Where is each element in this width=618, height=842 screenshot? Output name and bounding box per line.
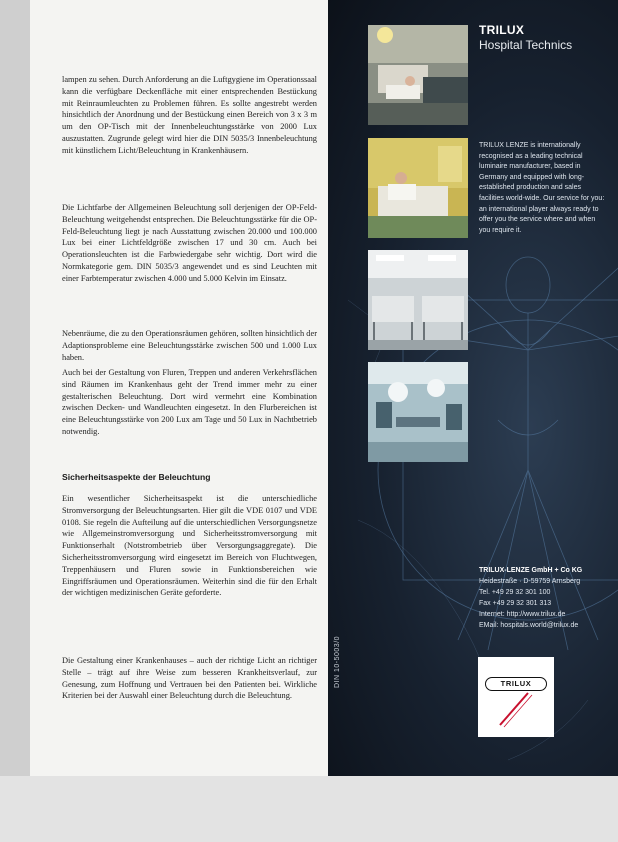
company-name: TRILUX-LENZE GmbH + Co KG bbox=[479, 567, 583, 574]
scan-background bbox=[0, 776, 618, 842]
company-fax: Fax +49 29 32 301 313 bbox=[479, 600, 552, 607]
article-paragraph-2: Die Lichtfarbe der Allgemeinen Beleuchtung soll derjenigen der OP-Feld-Beleuchtung weitgehendst entsprechen. Die Beleuchtungsstärke für die OP-Feld-Beleuchtung liegt je nach Ausstattung zwischen 20.000 und 100.000 Lux bei einer Lichtfeldgröße zwischen 17 und 30 cm. Auch bei Operationsleuchten ist die Farbwiedergabe sehr wichtig. Dort wird die Normkategorie gem. DIN 5035/3 angewendet und es sind Leuchten mit einer Farbtemperatur zwischen 4.000 und 5.000 Kelvin im Einsatz. bbox=[62, 203, 317, 283]
brand-panel bbox=[328, 0, 618, 776]
section-paragraph-1: Ein wesentlicher Sicherheitsaspekt ist die unterschiedliche Stromversorgung der Beleuchtungsarten. Hier gilt die VDE 0107 und VDE 0108. Sie regeln die Aufteilung auf die unterschiedlichen Versorgungsnetze wie Allgemeinstromversorgung und Sicherheitsstromversorgung mit Funktionserhalt (Notstrombetrieb über Versorgungsaggregate). Die Sicherheitsstromversorgung wird eingesetzt im Bereich von Fluchtwegen, Treppenhäusern und Fluren sowie in Funktionsbereichen wie Eingriffsräumen und Operationsräumen. Weiterhin sind die für den Erhalt der wichtigen medizinischen Geräte geforderte. bbox=[62, 494, 317, 598]
trilux-logo bbox=[478, 657, 554, 737]
company-phone: Tel. +49 29 32 301 100 bbox=[479, 589, 551, 596]
company-address: Heidestraße · D-59759 Arnsberg bbox=[479, 578, 581, 585]
logo-accent-stroke bbox=[478, 657, 554, 737]
catalog-code: DIN 10-5003/0 bbox=[334, 635, 341, 688]
operating-room-photo bbox=[368, 362, 468, 462]
hospital-room-photo-3 bbox=[368, 250, 468, 350]
company-intro: TRILUX LENZE is internationally recognised as a leading technical luminaire manufacturer, based in Germany and equipped with long-established production and sales facilities world-wide. Our service for you: an international player always ready to offer you the service where and when you require it. bbox=[479, 142, 605, 234]
hospital-room-photo-1 bbox=[368, 25, 468, 125]
section-paragraph-2: Die Gestaltung einer Krankenhauses – auch der richtige Licht an richtiger Stelle – trägt auf ihre Weise zum besseren Krankheitsverlauf, zur Genesung, zum Hoffnung und Vertrauen bei den Patienten bei. Wirkliche Kriterien bei der Auswahl einer Beleuchtung durch die Beleuchtung. bbox=[62, 656, 317, 701]
section-heading: Sicherheitsaspekte der Beleuchtung bbox=[62, 472, 211, 482]
logo-wordmark: TRILUX bbox=[485, 677, 547, 691]
article-paragraph-1: lampen zu sehen. Durch Anforderung an die Luftgygiene im Operationssaal kann die verfügbare Deckenfläche mit einer entsprechenden Bestückung mit Reinraumleuchten zu Problemen führen. Es sollte angestrebt werden hinsichtlich der Anordnung und der Bestückung einen Bereich von 3 x 3 m um den OP-Tisch mit der Innenbeleuchtungsstärke von 2000 Lux auszustatten. Zugrunde gelegt wird hier die DIN 5035/3 Innenbeleuchtung mit künstlichem Licht/Beleuchtung in Krankenhäusern. bbox=[62, 75, 317, 155]
article-paragraph-3: Nebenräume, die zu den Operationsräumen gehören, sollten hinsichtlich der Adaptionsprobleme eine Beleuchtungsstärke zwischen 500 und 1.000 Lux haben. bbox=[62, 329, 317, 362]
hospital-room-photo-2 bbox=[368, 138, 468, 238]
article-paragraph-4: Auch bei der Gestaltung von Fluren, Treppen und anderen Verkehrsflächen sind Räumen im Krankenhaus geht der Trend immer mehr zu einer gestalterischen Beleuchtung. Dort wird vermehrt eine Kombination zwischen Decken- und Wandleuchten eingesetzt. In den Flurbereichen ist eine Beleuchtungsstärke von 200 Lux am Tage und 50 Lux in Nachtbetrieb notwendig. bbox=[62, 368, 317, 436]
company-email: EMail: hospitals.world@trilux.de bbox=[479, 622, 579, 629]
book-spine bbox=[0, 0, 30, 842]
company-website: Internet: http://www.trilux.de bbox=[479, 611, 566, 618]
contact-block bbox=[479, 565, 614, 631]
brand-subtitle: Hospital Technics bbox=[479, 38, 573, 52]
brand-name: TRILUX bbox=[479, 23, 525, 37]
